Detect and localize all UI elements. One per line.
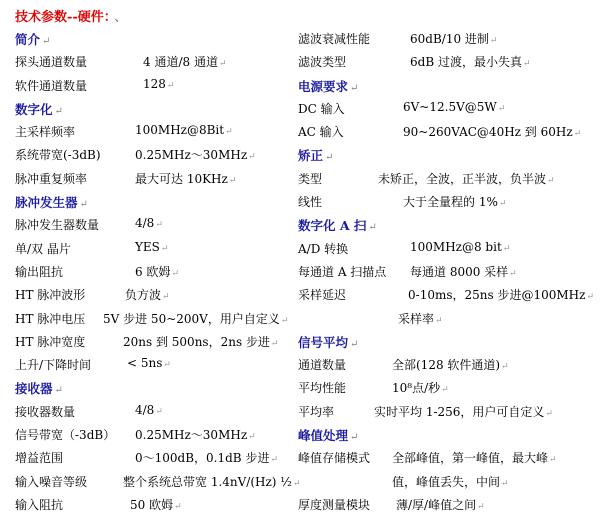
- spec-label: AC 输入: [298, 125, 344, 140]
- return-mark-icon: ↵: [522, 59, 531, 70]
- return-mark-icon: ↵: [155, 220, 163, 231]
- return-mark-icon: ↵: [350, 338, 359, 350]
- section-title: 电源要求 ↵: [298, 78, 359, 94]
- spec-label: 线性: [298, 195, 323, 210]
- spec-label: 峰值存储模式: [298, 451, 371, 466]
- spec-label: 输入噪音等级: [15, 474, 88, 489]
- spec-value: 100MHz@8 bit↵: [410, 239, 511, 254]
- section-heading: [298, 143, 598, 166]
- spec-value: 100MHz@8Bit↵: [135, 123, 233, 138]
- return-mark-icon: ↵: [350, 432, 359, 444]
- return-mark-icon: ↵: [325, 152, 334, 164]
- spec-label: 采样延迟: [298, 288, 347, 303]
- return-mark-icon: ↵: [573, 129, 582, 140]
- page-title: [15, 6, 127, 25]
- spec-value: 未矫正，全波，正半波，负半波↵: [378, 171, 555, 186]
- spec-value: 4 通道/8 通道↵: [143, 55, 227, 70]
- return-mark-icon: ↵: [498, 199, 507, 210]
- spec-row: [15, 493, 295, 516]
- spec-value: 5V 步进 50~200V，用户自定义↵: [103, 311, 289, 326]
- return-mark-icon: ↵: [270, 338, 279, 349]
- section-heading: [15, 190, 295, 213]
- return-mark-icon: ↵: [174, 501, 182, 512]
- return-mark-icon: ↵: [79, 199, 88, 211]
- section-title: 简介 ↵: [15, 32, 51, 47]
- return-mark-icon: ↵: [248, 432, 256, 443]
- return-mark-icon: ↵: [155, 406, 163, 417]
- spec-value: 实时平均 1-256，用户可自定义↵: [374, 404, 553, 419]
- spec-value: 0-10ms，25ns 步进@100MHz↵: [408, 288, 594, 303]
- return-mark-icon: ↵: [586, 292, 594, 303]
- spec-value: 4/8↵: [135, 402, 163, 417]
- spec-label: 平均率: [298, 404, 335, 419]
- spec-row: [15, 74, 295, 97]
- spec-value: 薄/厚/峰值之间↵: [396, 497, 485, 512]
- return-mark-icon: ↵: [509, 268, 517, 279]
- spec-label: 每通道 A 扫描点: [298, 264, 387, 279]
- return-mark-icon: ↵: [171, 268, 179, 279]
- spec-value: 60dB/10 进制↵: [410, 32, 498, 46]
- spec-value: 10⁸点/秒↵: [392, 381, 449, 396]
- spec-value: 4/8↵: [135, 216, 163, 231]
- return-mark-icon: ↵: [218, 59, 227, 70]
- spec-label: 单/双 晶片: [15, 241, 71, 256]
- spec-value: 全部峰值，第一峰值，最大峰↵: [392, 451, 557, 466]
- spec-label: 探头通道数量: [15, 55, 88, 70]
- spec-value: 128↵: [143, 76, 175, 91]
- return-mark-icon: ↵: [160, 243, 169, 254]
- spec-row: [298, 400, 598, 423]
- spec-label: 软件通道数量: [15, 78, 88, 93]
- return-mark-icon: ↵: [292, 478, 301, 489]
- spec-value: 全部(128 软件通道)↵: [392, 358, 509, 373]
- return-mark-icon: ↵: [166, 80, 175, 91]
- section-title: 数字化 A 扫 ↵: [298, 218, 377, 234]
- spec-row: [298, 307, 598, 330]
- section-title: 峰值处理 ↵: [298, 428, 359, 444]
- return-mark-icon: ↵: [489, 36, 498, 46]
- spec-label: 滤波衰减性能: [298, 32, 371, 46]
- spec-row: [298, 97, 598, 120]
- spec-row: [15, 330, 295, 353]
- title-marks: 、: [114, 10, 128, 25]
- spec-label: 脉冲发生器数量: [15, 218, 100, 233]
- spec-value: 最大可达 10KHz↵: [135, 171, 237, 186]
- spec-value: 6 欧姆↵: [135, 264, 179, 279]
- spec-label: 增益范围: [15, 451, 64, 466]
- return-mark-icon: ↵: [368, 222, 377, 234]
- spec-row: [15, 470, 301, 493]
- spec-label: 通道数量: [298, 358, 347, 373]
- spec-row: [15, 237, 295, 260]
- return-mark-icon: ↵: [54, 385, 63, 397]
- spec-label: 滤波类型: [298, 55, 347, 70]
- spec-row: [298, 120, 598, 143]
- spec-label: HT 脉冲电压: [15, 311, 86, 326]
- spec-row: [298, 283, 598, 306]
- spec-value: < 5ns↵: [127, 356, 171, 371]
- section-title: 矫正 ↵: [298, 148, 334, 164]
- section-title: 脉冲发生器 ↵: [15, 195, 88, 211]
- return-mark-icon: ↵: [225, 127, 233, 138]
- spec-value: 20ns 到 500ns，2ns 步进↵: [123, 334, 279, 349]
- spec-row: [15, 307, 295, 330]
- section-heading: [298, 330, 598, 353]
- spec-label: 输出阻抗: [15, 264, 64, 279]
- spec-row: [298, 50, 598, 73]
- return-mark-icon: ↵: [42, 36, 51, 47]
- return-mark-icon: ↵: [547, 175, 555, 186]
- spec-value: 0.25MHz～30MHz↵: [135, 428, 256, 443]
- return-mark-icon: ↵: [163, 360, 171, 371]
- return-mark-icon: ↵: [248, 152, 256, 163]
- spec-row: [298, 167, 598, 190]
- spec-label: 输入阻抗: [15, 497, 64, 512]
- right-spec-column: [298, 27, 598, 516]
- return-mark-icon: ↵: [435, 315, 443, 326]
- return-mark-icon: ↵: [501, 478, 509, 489]
- return-mark-icon: ↵: [502, 243, 511, 254]
- spec-value: 50 欧姆↵: [130, 497, 182, 512]
- spec-row: [15, 120, 295, 143]
- return-mark-icon: ↵: [477, 501, 485, 512]
- spec-value: 6dB 过渡，最小失真↵: [410, 55, 531, 70]
- spec-row: [298, 190, 598, 213]
- spec-value: 负方波↵: [125, 288, 170, 303]
- return-mark-icon: ↵: [270, 455, 278, 466]
- return-mark-icon: ↵: [545, 408, 553, 419]
- spec-label: 厚度测量模块: [298, 497, 371, 512]
- left-spec-column: [15, 27, 301, 516]
- spec-label: DC 输入: [298, 101, 345, 116]
- spec-value: 整个系统总带宽 1.4nV/(Hz) ½↵: [123, 474, 301, 489]
- spec-label: HT 脉冲波形: [15, 288, 86, 303]
- spec-value: 0～100dB，0.1dB 步进↵: [135, 451, 278, 466]
- spec-row: [298, 260, 598, 283]
- section-heading: [15, 97, 295, 120]
- section-heading: [15, 27, 295, 50]
- return-mark-icon: ↵: [280, 315, 289, 326]
- spec-value: 每通道 8000 采样↵: [410, 264, 517, 279]
- spec-label: HT 脉冲宽度: [15, 334, 86, 349]
- spec-label: 脉冲重复频率: [15, 171, 88, 186]
- spec-value: 90~260VAC@40Hz 到 60Hz↵: [403, 125, 582, 140]
- return-mark-icon: ↵: [350, 82, 359, 94]
- spec-row: [15, 353, 295, 376]
- spec-value: 6V~12.5V@5W↵: [403, 99, 506, 114]
- spec-row: [298, 446, 598, 469]
- return-mark-icon: ↵: [441, 385, 449, 396]
- spec-label: 信号带宽（-3dB）: [15, 428, 116, 443]
- spec-label: 主采样频率: [15, 125, 76, 140]
- return-mark-icon: ↵: [501, 362, 509, 373]
- spec-row: [15, 400, 295, 423]
- spec-row: [15, 213, 295, 236]
- spec-label: 平均性能: [298, 381, 347, 396]
- spec-row: [298, 353, 598, 376]
- spec-row: [298, 376, 598, 399]
- section-heading: [15, 376, 295, 399]
- section-title: 数字化 ↵: [15, 101, 63, 117]
- spec-label: 接收器数量: [15, 404, 76, 419]
- return-mark-icon: ↵: [228, 175, 237, 186]
- return-mark-icon: ↵: [54, 105, 63, 117]
- spec-label: 上升/下降时间: [15, 358, 92, 373]
- spec-row: [15, 143, 295, 166]
- section-heading: [298, 423, 598, 446]
- title-text: 技术参数--硬件：: [15, 10, 111, 25]
- spec-row: [298, 493, 598, 516]
- section-title: 信号平均 ↵: [298, 334, 359, 350]
- return-mark-icon: ↵: [549, 455, 557, 466]
- section-title: 接收器 ↵: [15, 381, 63, 397]
- spec-row: [15, 423, 295, 446]
- spec-label: 类型: [298, 171, 323, 186]
- return-mark-icon: ↵: [497, 103, 506, 114]
- spec-value: 值，峰值丢失，中间↵: [392, 474, 509, 489]
- section-heading: [298, 74, 598, 97]
- spec-row: [15, 50, 295, 73]
- spec-row: [15, 446, 295, 469]
- spec-label: 系统带宽(-3dB): [15, 148, 101, 163]
- spec-row: [298, 470, 598, 493]
- spec-value: 采样率↵: [398, 311, 443, 326]
- spec-row: [15, 283, 295, 306]
- return-mark-icon: ↵: [162, 292, 170, 303]
- spec-value: 0.25MHz～30MHz↵: [135, 148, 256, 163]
- section-heading: [298, 213, 598, 236]
- spec-row: [15, 260, 295, 283]
- spec-label: A/D 转换: [298, 241, 349, 256]
- spec-row: [298, 237, 598, 260]
- spec-row: [298, 27, 598, 50]
- spec-value: 大于全量程的 1%↵: [403, 195, 507, 210]
- spec-row: [15, 167, 295, 190]
- spec-value: YES↵: [135, 239, 169, 254]
